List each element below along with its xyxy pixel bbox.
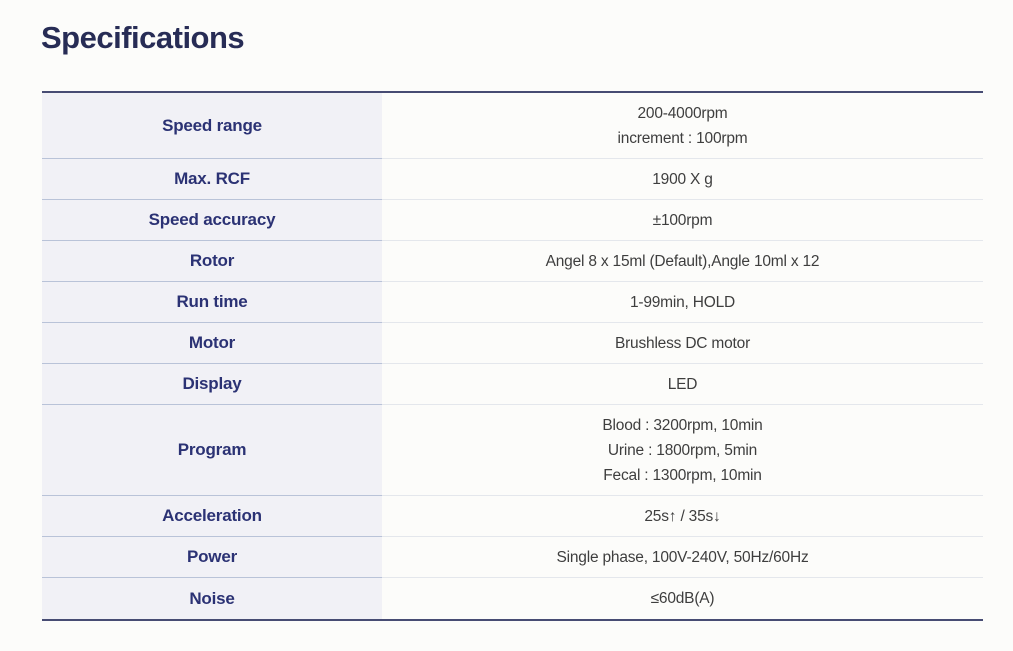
spec-value bbox=[382, 241, 983, 282]
spec-label: Motor bbox=[42, 323, 382, 364]
spec-label: Program bbox=[42, 405, 382, 496]
spec-label: Rotor bbox=[42, 241, 382, 282]
spec-value bbox=[382, 200, 983, 241]
spec-label: Noise bbox=[42, 578, 382, 619]
spec-value-line: 25s↑ / 35s↓ bbox=[644, 507, 721, 525]
spec-value bbox=[382, 323, 983, 364]
table-row bbox=[42, 93, 983, 159]
spec-value-line: 1900 X g bbox=[652, 170, 713, 188]
spec-value bbox=[382, 578, 983, 619]
table-row bbox=[42, 282, 983, 323]
spec-value bbox=[382, 405, 983, 496]
spec-label: Display bbox=[42, 364, 382, 405]
spec-value-line: Urine : 1800rpm, 5min bbox=[607, 441, 758, 459]
table-row bbox=[42, 323, 983, 364]
spec-label: Run time bbox=[42, 282, 382, 323]
spec-label: Speed range bbox=[42, 93, 382, 159]
spec-table-body bbox=[42, 93, 983, 619]
table-row bbox=[42, 537, 983, 578]
spec-value bbox=[382, 364, 983, 405]
spec-value-line: ±100rpm bbox=[652, 211, 713, 229]
spec-value bbox=[382, 159, 983, 200]
spec-value bbox=[382, 537, 983, 578]
spec-value bbox=[382, 282, 983, 323]
spec-table bbox=[42, 91, 983, 621]
table-row bbox=[42, 496, 983, 537]
spec-value-line: increment : 100rpm bbox=[617, 129, 748, 147]
spec-value-line: ≤60dB(A) bbox=[650, 590, 715, 607]
spec-label: Power bbox=[42, 537, 382, 578]
spec-value-line: 1-99min, HOLD bbox=[629, 293, 736, 311]
spec-value-line: LED bbox=[667, 375, 698, 393]
table-row bbox=[42, 159, 983, 200]
table-row bbox=[42, 405, 983, 496]
page-title: Specifications bbox=[41, 20, 245, 55]
table-row bbox=[42, 200, 983, 241]
spec-value-line: Fecal : 1300rpm, 10min bbox=[603, 466, 762, 484]
spec-value bbox=[382, 496, 983, 537]
spec-value-line: Single phase, 100V-240V, 50Hz/60Hz bbox=[556, 548, 809, 566]
spec-value-line: Blood : 3200rpm, 10min bbox=[602, 416, 763, 434]
spec-label: Acceleration bbox=[42, 496, 382, 537]
table-row bbox=[42, 364, 983, 405]
table-row bbox=[42, 578, 983, 619]
spec-label: Speed accuracy bbox=[42, 200, 382, 241]
spec-value bbox=[382, 93, 983, 159]
spec-value-line: 200-4000rpm bbox=[637, 104, 728, 122]
spec-label: Max. RCF bbox=[42, 159, 382, 200]
spec-value-line: Angel 8 x 15ml (Default),Angle 10ml x 12 bbox=[545, 252, 820, 270]
spec-value-line: Brushless DC motor bbox=[614, 334, 751, 352]
table-row bbox=[42, 241, 983, 282]
